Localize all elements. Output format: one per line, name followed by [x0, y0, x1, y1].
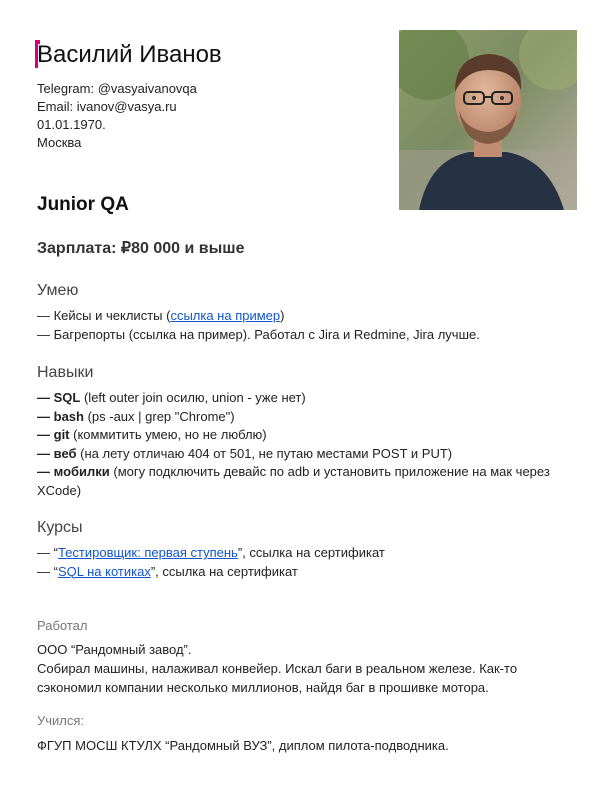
list-item: — Багрепорты (ссылка на пример). Работал с Jira и Redmine, Jira лучше.: [37, 326, 480, 342]
city: Москва: [37, 135, 82, 150]
email-contact: Email: ivanov@vasya.ru: [37, 99, 177, 114]
list-item: — мобилки (могу подключить девайс по adb и установить приложение на мак через: [37, 464, 550, 479]
salary: Зарплата: ₽80 000 и выше: [37, 240, 245, 257]
work-description: [37, 640, 517, 697]
company-name: ООО “Рандомный завод”.: [37, 642, 192, 657]
telegram-contact: Telegram: @vasyaivanovqa: [37, 81, 197, 96]
example-link[interactable]: ссылка на пример: [170, 308, 281, 323]
courses-list: [37, 544, 385, 581]
profile-photo: [399, 30, 577, 210]
skill-name: мобилки: [53, 464, 110, 479]
list-item-continuation: XCode): [37, 482, 82, 498]
section-heading-work: Работал: [37, 618, 88, 633]
skill-name: веб: [53, 445, 77, 461]
list-item: — “Тестировщик: первая ступень”, ссылка на сертификат: [37, 545, 385, 560]
list-item: — “SQL на котиках”, ссылка на сертификат: [37, 563, 298, 579]
job-title: Junior QA: [37, 194, 129, 215]
section-heading-courses: Курсы: [37, 519, 83, 536]
list-item: — SQL (left outer join осилю, union - уже нет): [37, 390, 306, 405]
candidate-name: Василий Иванов: [37, 41, 222, 68]
section-heading-education: Учился:: [37, 713, 85, 728]
list-item: — Кейсы и чеклисты (ссылка на пример): [37, 308, 285, 323]
list-item: — bash (ps -aux | grep "Chrome"): [37, 408, 235, 424]
list-item: — git (коммитить умею, но не люблю): [37, 427, 267, 442]
course-link[interactable]: Тестировщик: первая ступень: [57, 545, 238, 560]
education-text: ФГУП МОСШ КТУЛХ “Рандомный ВУЗ”, диплом пилота-подводника.: [37, 738, 449, 753]
person-photo-icon: [399, 30, 577, 210]
section-heading-can-do: Умею: [37, 282, 79, 299]
list-item: — веб (на лету отличаю 404 от 501, не путаю местами POST и PUT): [37, 445, 453, 461]
skill-name: git: [53, 427, 70, 442]
birth-date: 01.01.1970.: [37, 117, 106, 132]
work-text-line: сэкономил компании несколько миллионов, найдя баг в прошивке мотора.: [37, 680, 489, 695]
contact-block: [37, 80, 197, 152]
skills-list: [37, 389, 550, 500]
section-heading-skills: Навыки: [37, 364, 94, 381]
skill-name: SQL: [53, 390, 81, 405]
skill-name: bash: [53, 408, 84, 424]
can-do-list: [37, 307, 480, 344]
course-link[interactable]: SQL на котиках: [57, 563, 151, 579]
work-text-line: Собирал машины, налаживал конвейер. Искал баги в реальном железе. Как-то: [37, 661, 518, 676]
